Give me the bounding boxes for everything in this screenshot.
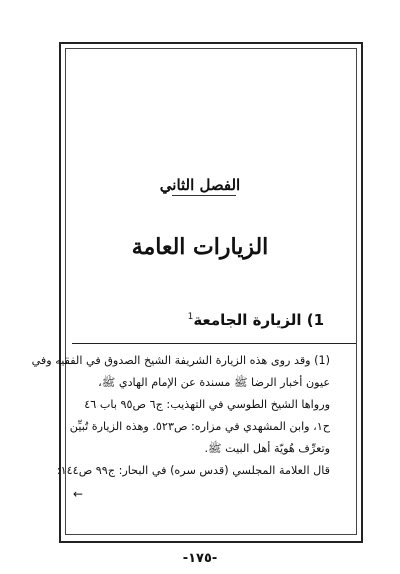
section-heading <box>188 311 324 329</box>
page-number: -١٧٥- <box>182 551 218 566</box>
footnote-line: (1) وقد روى هذه الزيارة الشريفة الشيخ الصدوق في الفقيه وفي <box>31 354 330 367</box>
footnote-ref: 1 <box>187 312 194 322</box>
footnote-separator <box>72 343 356 344</box>
section-heading-text: 1) الزيارة الجامعة <box>193 311 324 329</box>
footnote-line: وتعرِّف هُويّة أهل البيت ﷺ. <box>204 442 330 455</box>
footnote-line: ح١، وابن المشهدي في مزاره: ص٥٢٣. وهذه الزيارة تُبيِّن <box>69 420 330 433</box>
page-border-inner <box>65 48 357 535</box>
chapter-label: الفصل الثاني <box>159 176 241 194</box>
chapter-underline <box>172 195 236 196</box>
footnote-line: عيون أخبار الرضا ﷺ مسندة عن الإمام الهادي ﷺ، <box>98 376 330 389</box>
page-title: الزيارات العامة <box>131 234 269 260</box>
continuation-arrow-icon: ← <box>73 487 84 501</box>
footnote-line: قال العلامة المجلسي (قدس سره) في البحار: ج٩٩ ص١٤٤: <box>56 464 330 477</box>
footnote-line: ورواها الشيخ الطوسي في التهذيب: ج٦ ص٩٥ باب ٤٦ <box>84 398 330 411</box>
